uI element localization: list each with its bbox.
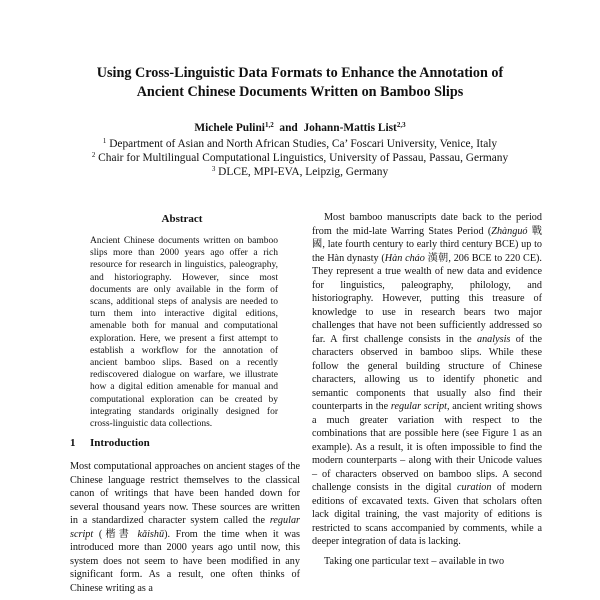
paper-title	[60, 64, 540, 102]
intro-term-kaishu: kǎishū	[137, 528, 165, 540]
right-text-4: of the characters observed in bamboo slips. While these follow the general building structure of Chinese characters, allowing us to identify phonetic and semantic components that usually also find their counterparts in the	[312, 333, 542, 412]
right-term-analysis: analysis	[476, 333, 511, 345]
affiliation-1-num: 1	[102, 137, 107, 145]
affiliation-1-text: Department of Asian and North African Studies, Ca’ Foscari University, Venice, Italy	[109, 138, 498, 150]
right-term-zhanguo: Zhànguó	[491, 225, 528, 237]
section-heading-introduction	[70, 437, 300, 449]
intro-text-2: (楷書	[93, 528, 138, 540]
right-text-5: , ancient writing shows a much greater variation with respect to the combinations that are possible here (see Figure 1 as an example). As a result, it is often impossible to find the modern counterparts – along with their Unicode values – of characters observed on bamboo slips. A second challenge consists in the digital	[312, 401, 542, 493]
affiliation-2	[40, 151, 560, 165]
author-1-affil: 1,2	[264, 121, 274, 129]
title-line-1: Using Cross-Linguistic Data Formats to Enhance the Annotation of	[96, 65, 504, 81]
abstract-heading: Abstract	[161, 213, 203, 225]
section-number: 1	[70, 437, 76, 449]
author-line	[60, 122, 540, 134]
right-text-6: of modern editions of excavated texts. Given that scholars often lack digital training, the vast majority of editions is restricted to scans accompanied by comments, while a deeper integration of data is lacking.	[312, 482, 542, 547]
title-line-2: Ancient Chinese Documents Written on Bamboo Slips	[136, 84, 464, 100]
right-text-1: Most bamboo manuscripts date back to the period from the mid-late Warring States Period (	[312, 212, 542, 237]
right-column	[312, 211, 542, 568]
intro-text-3: ). From the time when it was introduced more than 2000 years ago until now, this system does not seem to have been modified in any significant form. As a result, one often thinks of Chinese writing as a	[70, 528, 300, 594]
affiliation-2-num: 2	[91, 151, 96, 159]
abstract-text: Ancient Chinese documents written on bamboo slips more than 2000 years ago offer a rich resource for research in linguistics, paleography, and historiography. However, since most documents are only available in the form of scans, additional steps of analysis are needed to turn them into interactive digital editions, amenable both for manual and computational exploration. Here, we present a first attempt to establish a workflow for the annotation of ancient bamboo slips. Based on a recently rediscovered dialogue on warfare, we illustrate how a digital edition amenable for manual and computational exploration can be created by integrating standards originally designed for cross-linguistic data collections.	[90, 236, 278, 430]
affiliation-3	[40, 165, 560, 179]
right-text-2: 戰國, late fourth century to early third century BCE) up to the Hàn dynasty (	[312, 225, 543, 264]
section-title: Introduction	[90, 437, 150, 449]
affiliation-1	[40, 137, 560, 151]
right-paragraph-2: Taking one particular text – available in two	[324, 555, 505, 567]
right-term-han-chao: Hàn cháo	[384, 252, 425, 264]
affiliation-2-text: Chair for Multilingual Computational Linguistics, University of Passau, Passau, Germany	[98, 152, 509, 164]
author-2-affil: 2,3	[396, 121, 406, 129]
author-and: and	[279, 122, 298, 134]
author-1: Michele Pulini	[194, 122, 265, 134]
right-text-3: 漢朝, 206 BCE to 220 CE). They represent a true wealth of new data and evidence for linguistics, paleography, philology, and historiography. However, putting this treasure of knowledge to use in research bears two major challenges that have not been sufficiently addressed so far. A first challenge consists in the	[312, 252, 542, 345]
intro-text-1: Most computational approaches on ancient stages of the Chinese language restrict themselves to the classical canon of writings that have been handed down for several thousand years now. These sources are written in a standardized character system called the	[70, 461, 300, 526]
affiliation-3-num: 3	[211, 165, 216, 173]
affiliation-3-text: DLCE, MPI-EVA, Leipzig, Germany	[218, 166, 389, 178]
right-term-curation: curation	[456, 482, 492, 493]
right-paragraph-1	[312, 211, 542, 549]
intro-paragraph-1	[70, 460, 300, 595]
right-term-regular-script: regular script	[390, 401, 447, 412]
author-2: Johann-Mattis List	[303, 122, 397, 134]
intro-term-regular-script: regular script	[70, 515, 300, 540]
